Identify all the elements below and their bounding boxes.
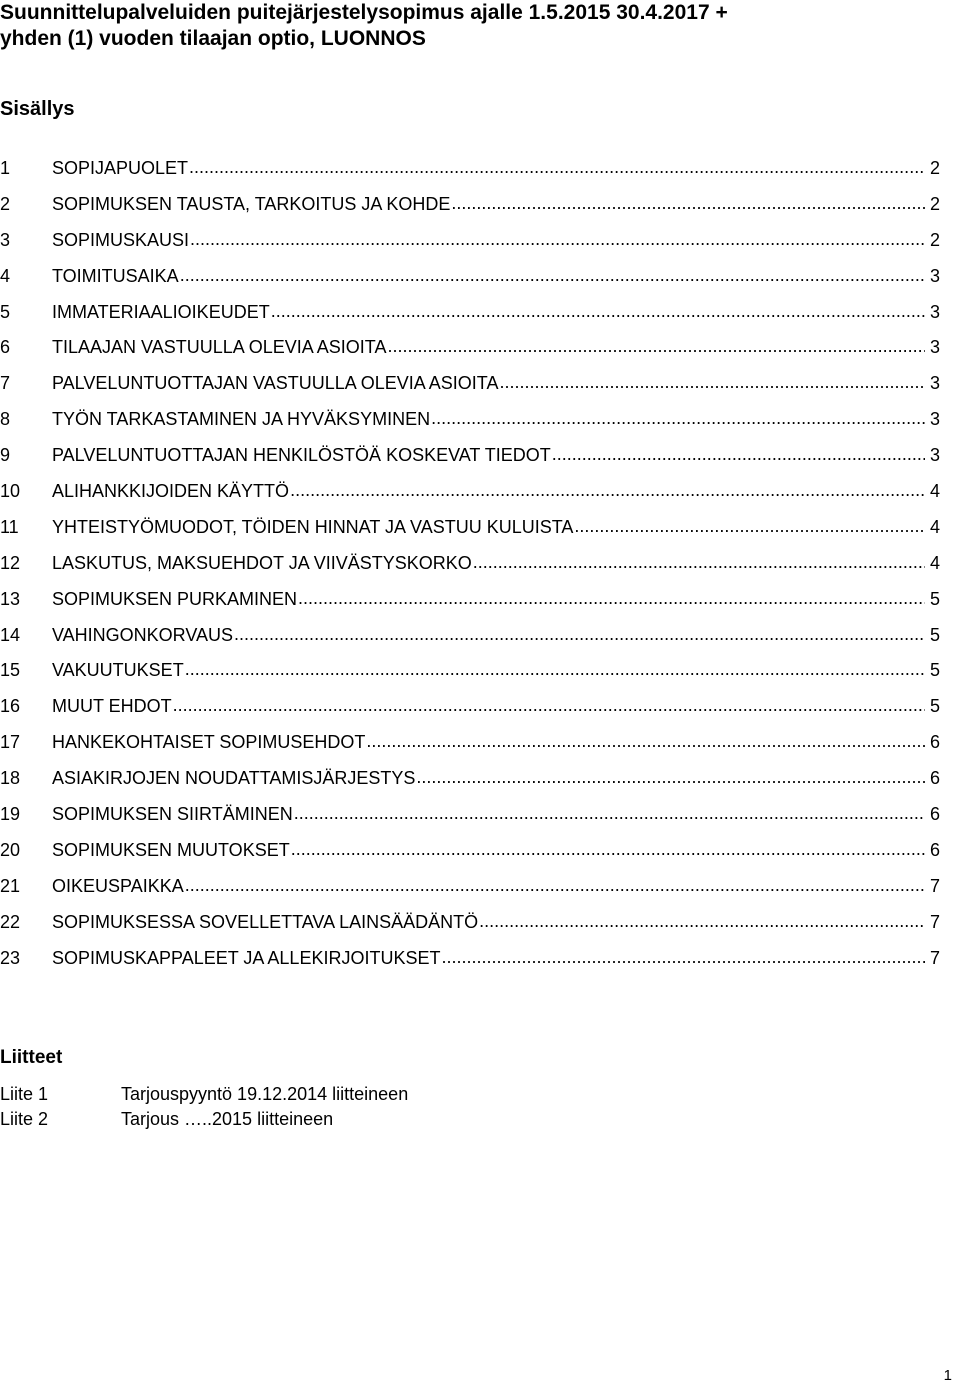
toc-entry[interactable]	[0, 406, 940, 442]
toc-entry[interactable]	[0, 945, 940, 981]
toc-entry-number: 18	[0, 768, 21, 789]
toc-entry[interactable]	[0, 263, 940, 299]
toc-entry[interactable]	[0, 191, 940, 227]
toc-entry-title: TYÖN TARKASTAMINEN JA HYVÄKSYMINEN	[52, 409, 431, 430]
toc-dot-leader	[441, 944, 925, 970]
toc-entry-number: 5	[0, 301, 11, 322]
toc-entry-number: 20	[0, 839, 21, 860]
attachment-label: Liite 1	[0, 1084, 49, 1104]
toc-entry-page: 4	[929, 552, 940, 573]
toc-dot-leader	[366, 728, 925, 754]
toc-entry-number: 21	[0, 875, 21, 896]
toc-dot-leader	[499, 369, 925, 395]
toc-entry-page: 5	[929, 588, 940, 609]
toc-entry[interactable]	[0, 586, 940, 622]
toc-dot-leader	[479, 908, 925, 934]
toc-dot-leader	[416, 764, 925, 790]
toc-dot-leader	[291, 836, 925, 862]
toc-entry[interactable]	[0, 550, 940, 586]
toc-entry[interactable]	[0, 873, 940, 909]
toc-entry-page: 3	[929, 445, 940, 466]
toc-entry-number: 3	[0, 229, 11, 250]
toc-dot-leader	[173, 692, 925, 718]
attachment-text: Tarjous …..2015 liitteineen	[121, 1109, 334, 1129]
toc-entry-page: 6	[929, 804, 940, 825]
attachments-list	[0, 1082, 408, 1132]
toc-entry-page: 3	[929, 337, 940, 358]
toc-entry-number: 4	[0, 265, 11, 286]
toc-entry-page: 3	[929, 265, 940, 286]
attachment-label: Liite 2	[0, 1109, 49, 1129]
toc-entry[interactable]	[0, 442, 940, 478]
toc-entry[interactable]	[0, 514, 940, 550]
toc-dot-leader	[387, 333, 925, 359]
toc-entry-number: 14	[0, 624, 21, 645]
toc-entry-title: VAHINGONKORVAUS	[52, 624, 234, 645]
toc-entry-title: ALIHANKKIJOIDEN KÄYTTÖ	[52, 481, 290, 502]
toc-entry-page: 7	[929, 875, 940, 896]
toc-dot-leader	[290, 477, 925, 503]
toc-entry-number: 7	[0, 373, 11, 394]
toc-entry[interactable]	[0, 478, 940, 514]
toc-dot-leader	[185, 872, 925, 898]
toc-entry-page: 4	[929, 481, 940, 502]
toc-entry-page: 6	[929, 732, 940, 753]
toc-entry-page: 6	[929, 839, 940, 860]
toc-entry-title: YHTEISTYÖMUODOT, TÖIDEN HINNAT JA VASTUU KULUISTA	[52, 516, 574, 537]
toc-entry-number: 11	[0, 516, 19, 537]
toc-dot-leader	[298, 585, 925, 611]
toc-entry-title: ASIAKIRJOJEN NOUDATTAMISJÄRJESTYS	[52, 768, 416, 789]
toc-entry-page: 3	[929, 409, 940, 430]
toc-entry-title: LASKUTUS, MAKSUEHDOT JA VIIVÄSTYSKORKO	[52, 552, 472, 573]
toc-entry[interactable]	[0, 837, 940, 873]
toc-entry-page: 3	[929, 301, 940, 322]
toc-entry-number: 8	[0, 409, 11, 430]
toc-entry[interactable]	[0, 693, 940, 729]
toc-heading: Sisällys	[0, 98, 75, 120]
toc-dot-leader	[190, 226, 925, 252]
toc-dot-leader	[234, 621, 925, 647]
toc-entry[interactable]	[0, 334, 940, 370]
toc-entry-title: TOIMITUSAIKA	[52, 265, 179, 286]
attachments-heading: Liitteet	[0, 1047, 63, 1068]
toc-entry[interactable]	[0, 801, 940, 837]
toc-entry-title: VAKUUTUKSET	[52, 660, 184, 681]
toc-dot-leader	[451, 190, 925, 216]
toc-dot-leader	[189, 154, 925, 180]
toc-entry-number: 1	[0, 158, 11, 178]
toc-entry-title: SOPIMUKSEN TAUSTA, TARKOITUS JA KOHDE	[52, 193, 451, 214]
toc-entry[interactable]	[0, 765, 940, 801]
toc-dot-leader	[473, 549, 925, 575]
document-title-line-1: Suunnittelupalveluiden puitejärjestelysopimus ajalle 1.5.2015 30.4.2017 +	[0, 1, 728, 24]
toc-dot-leader	[294, 800, 925, 826]
toc-entry-page: 6	[929, 768, 940, 789]
toc-entry-page: 2	[929, 158, 940, 178]
toc-entry-title: TILAAJAN VASTUULLA OLEVIA ASIOITA	[52, 337, 387, 358]
toc-entry-title: SOPIMUKSEN MUUTOKSET	[52, 839, 290, 860]
toc-entry-title: SOPIMUSKAPPALEET JA ALLEKIRJOITUKSET	[52, 947, 441, 968]
toc-entry-number: 23	[0, 947, 21, 968]
toc-entry-title: SOPIJAPUOLET	[52, 158, 189, 178]
toc-entry[interactable]	[0, 657, 940, 693]
toc-entry-number: 12	[0, 552, 21, 573]
toc-entry-number: 9	[0, 445, 11, 466]
toc-entry-title: IMMATERIAALIOIKEUDET	[52, 301, 270, 322]
toc-entry-page: 5	[929, 624, 940, 645]
toc-entry-page: 3	[929, 373, 940, 394]
toc-entry[interactable]	[0, 299, 940, 335]
toc-entry-number: 16	[0, 696, 21, 717]
toc-entry-number: 15	[0, 660, 21, 681]
toc-entry-number: 13	[0, 588, 21, 609]
toc-dot-leader	[271, 298, 925, 324]
toc-entry-title: SOPIMUSKAUSI	[52, 229, 190, 250]
attachment-text: Tarjouspyyntö 19.12.2014 liitteineen	[121, 1084, 409, 1104]
toc-entry-page: 7	[929, 911, 940, 932]
toc-entry-title: HANKEKOHTAISET SOPIMUSEHDOT	[52, 732, 366, 753]
toc-entry-page: 7	[929, 947, 940, 968]
toc-entry-page: 4	[929, 516, 940, 537]
toc-entry-page: 5	[929, 660, 940, 681]
toc-entry-number: 2	[0, 193, 11, 214]
toc-entry-title: SOPIMUKSESSA SOVELLETTAVA LAINSÄÄDÄNTÖ	[52, 911, 479, 932]
toc-entry[interactable]	[0, 370, 940, 406]
toc-entry[interactable]	[0, 729, 940, 765]
toc-entry-title: SOPIMUKSEN PURKAMINEN	[52, 588, 298, 609]
toc-entry[interactable]	[0, 227, 940, 263]
document-title	[0, 0, 940, 52]
page-number: 1	[943, 1367, 952, 1384]
attachment-item	[0, 1107, 408, 1132]
toc-entry-title: MUUT EHDOT	[52, 696, 172, 717]
attachment-item	[0, 1082, 408, 1107]
toc-entry-number: 10	[0, 481, 21, 502]
toc-dot-leader	[185, 656, 925, 682]
toc-entry[interactable]	[0, 909, 940, 945]
toc-dot-leader	[552, 441, 925, 467]
toc-entry-number: 17	[0, 732, 21, 753]
toc-dot-leader	[431, 405, 925, 431]
toc-entry[interactable]	[0, 622, 940, 658]
toc-entry-title: OIKEUSPAIKKA	[52, 875, 184, 896]
toc-entry-number: 6	[0, 337, 11, 358]
document-title-line-2: yhden (1) vuoden tilaajan optio, LUONNOS	[0, 27, 426, 50]
toc-dot-leader	[180, 262, 925, 288]
table-of-contents	[0, 155, 940, 980]
toc-entry-page: 2	[929, 193, 940, 214]
toc-entry-title: SOPIMUKSEN SIIRTÄMINEN	[52, 804, 293, 825]
toc-entry-page: 2	[929, 229, 940, 250]
toc-entry-number: 19	[0, 804, 21, 825]
toc-entry[interactable]	[0, 155, 940, 191]
toc-entry-title: PALVELUNTUOTTAJAN HENKILÖSTÖÄ KOSKEVAT TIEDOT	[52, 445, 551, 466]
toc-entry-page: 5	[929, 696, 940, 717]
toc-dot-leader	[574, 513, 925, 539]
toc-entry-title: PALVELUNTUOTTAJAN VASTUULLA OLEVIA ASIOITA	[52, 373, 499, 394]
toc-entry-number: 22	[0, 911, 21, 932]
